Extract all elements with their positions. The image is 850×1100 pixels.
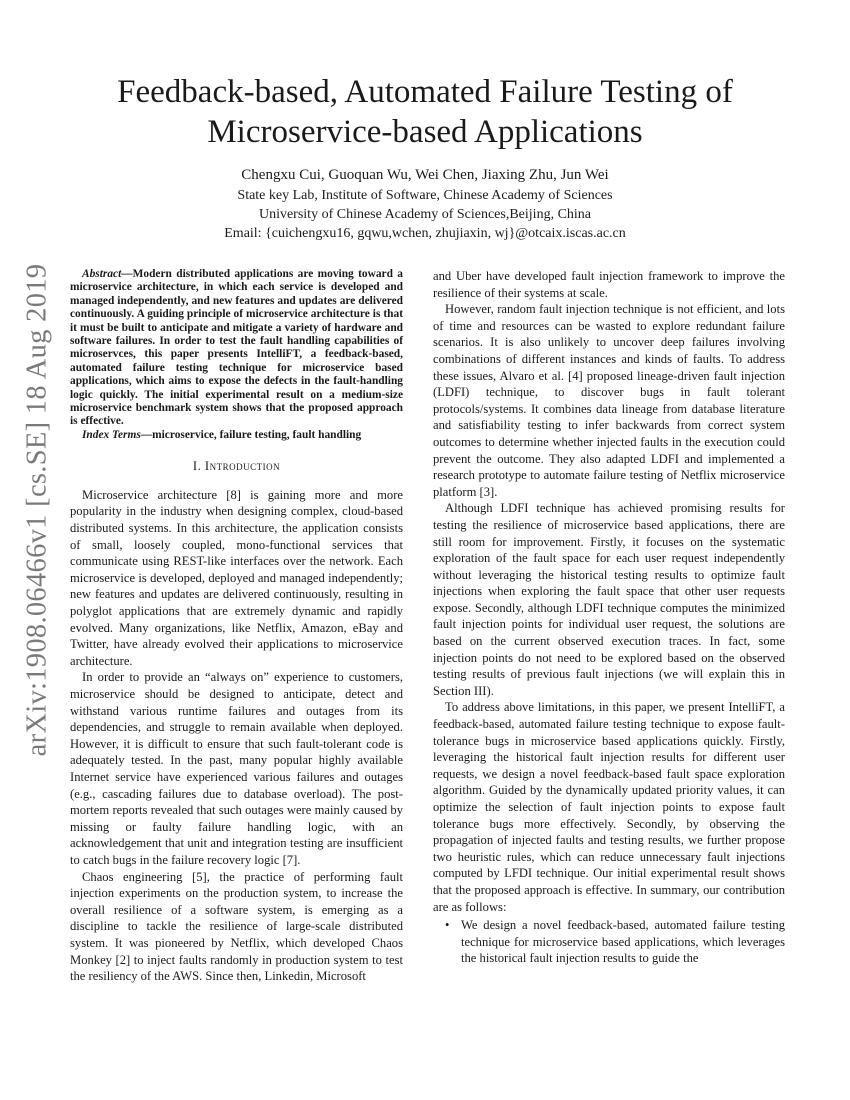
intro-paragraph-1: Microservice architecture [8] is gaining more and more popularity in the industry when designing complex, cloud-based distributed systems. In this architecture, the application consists of small, loosely coupled, mono-functional services that communicate using REST-like interfaces over the network. Each microservice is developed, deployed and managed independently; new features and updates are delivered continuously, resulting in polyglot applications that are extremely dynamic and rapidly evolved. Many organizations, like Netflix, Amazon, eBay and Twitter, have already evolved their applications to microservice architecture.	[70, 487, 403, 668]
contribution-list	[433, 917, 785, 967]
intro-paragraph-3-continued: and Uber have developed fault injection framework to improve the resilience of their systems at scale.	[433, 269, 785, 300]
section-number: I.	[192, 459, 202, 474]
arxiv-identifier-text: arXiv:1908.06466v1 [cs.SE] 18 Aug 2019	[21, 263, 53, 757]
author-block	[100, 166, 750, 243]
affiliation-1: State key Lab, Institute of Software, Chinese Academy of Sciences	[237, 188, 613, 203]
right-column	[433, 268, 785, 967]
intro-paragraph-4: However, random fault injection technique is not efficient, and lots of time and resources can be wasted to explore redundant failure scenarios. It is also unlikely to uncover deep failures involving combinations of different instances and kinds of faults. To address these issues, Alvaro et al. [4] proposed lineage-driven fault injection (LDFI) technique, to discover bugs in fault tolerant protocols/systems. It combines data lineage from database literature and satisfiability testing to infer backwards from correct system outcomes to determine whether injected faults in the execution could prevent the outcome. They also adapted LDFI and implemented a research prototype to automate failure testing of Netflix microservice platform [3].	[433, 302, 785, 499]
index-terms-text: —microservice, failure testing, fault handling	[140, 428, 362, 441]
affiliation-2: University of Chinese Academy of Sciences,Beijing, China	[258, 207, 592, 222]
author-names: Chengxu Cui, Guoquan Wu, Wei Chen, Jiaxing Zhu, Jun Wei	[241, 167, 609, 183]
contribution-item: • We design a novel feedback-based, automated failure testing technique for microservice based applications, which leverages the historical fault injection results to guide the	[433, 917, 785, 967]
index-terms	[70, 429, 403, 442]
left-column	[70, 268, 403, 985]
section-title: Introduction	[204, 459, 281, 474]
intro-paragraph-5: Although LDFI technique has achieved promising results for testing the resilience of microservice based applications, there are still room for improvement. Firstly, it focuses on the systematic exploration of the fault space for each user request independently without leveraging the historical testing results to optimize fault injections when exploring the fault space that other user requests expose. Secondly, although LDFI technique computes the minimized fault injection points for individual user request, the solutions are based on the current observed execution traces. In fact, some injection points do not need to be explored based on the observed testing results of previous fault injections (we will explain this in Section III).	[433, 501, 785, 698]
abstract-label: Abstract	[82, 268, 122, 280]
intro-paragraph-2: In order to provide an “always on” experience to customers, microservice should be designed to anticipate, detect and withstand various runtime failures and outages from its dependencies, and struggle to remain available when deployed. However, it is difficult to ensure that such fault-tolerant code is adequately tested. In the past, many popular highly available Internet service have experienced various failures and outages (e.g., cascading failures due to database overload). The post-mortem reports revealed that such outages were mainly caused by missing or faulty failure handling logic, with an acknowledgement that unit and integration testing are insufficient to catch bugs in the failure recovery logic [7].	[70, 670, 403, 867]
paper-title-line-1: Feedback-based, Automated Failure Testing of	[117, 74, 733, 110]
paper-title	[70, 72, 780, 152]
paper-title-line-2: Microservice-based Applications	[207, 114, 643, 150]
intro-paragraph-3: Chaos engineering [5], the practice of performing fault injection experiments on the production system, to increase the overall resilience of a software system, is emerging as a discipline to tackle the resilience of large-scale distributed system. It was pioneered by Netflix, which developed Chaos Monkey [2] to inject faults randomly in production system to test the resiliency of the AWS. Since then, Linkedin, Microsoft	[70, 869, 403, 984]
intro-paragraph-6: To address above limitations, in this paper, we present IntelliFT, a feedback-based, automated failure testing technique to expose fault-tolerance bugs in microservice based applications quickly. Firstly, leveraging the historical fault injection results for different user requests, we design a novel feedback-based fault space exploration algorithm. Guided by the dynamically updated priority values, it can optimize the selection of fault injection points to expose fault tolerance bugs more effectively. Secondly, by observing the propagation of injected faults and testing results, we further propose two heuristic rules, which can reduce unnecessary fault injections computed by LFDI technique. Our initial experimental result shows that the proposed approach is effective. In summary, our contribution are as follows:	[433, 700, 785, 914]
index-terms-label: Index Terms	[82, 428, 141, 441]
arxiv-identifier	[13, 263, 61, 757]
section-heading-introduction	[70, 458, 403, 475]
abstract	[70, 268, 403, 429]
abstract-text: —Modern distributed applications are moving toward a microservice architecture, in which each service is developed and managed independently, and new features and updates are delivered continuously. A guiding principle of microservice architecture is that it must be built to anticipate and mitigate a variety of hardware and software failures. In order to test the fault handling capabilities of microservces, this paper presents IntelliFT, a feedback-based, automated failure testing technique for microservice based applications, which aims to expose the defects in the fault-handling logic quickly. The initial experimental result on a medium-size microservice benchmark system shows that the proposed approach is effective.	[70, 268, 403, 428]
author-email: Email: {cuichengxu16, gqwu,wchen, zhujiaxin, wj}@otcaix.iscas.ac.cn	[224, 226, 626, 241]
